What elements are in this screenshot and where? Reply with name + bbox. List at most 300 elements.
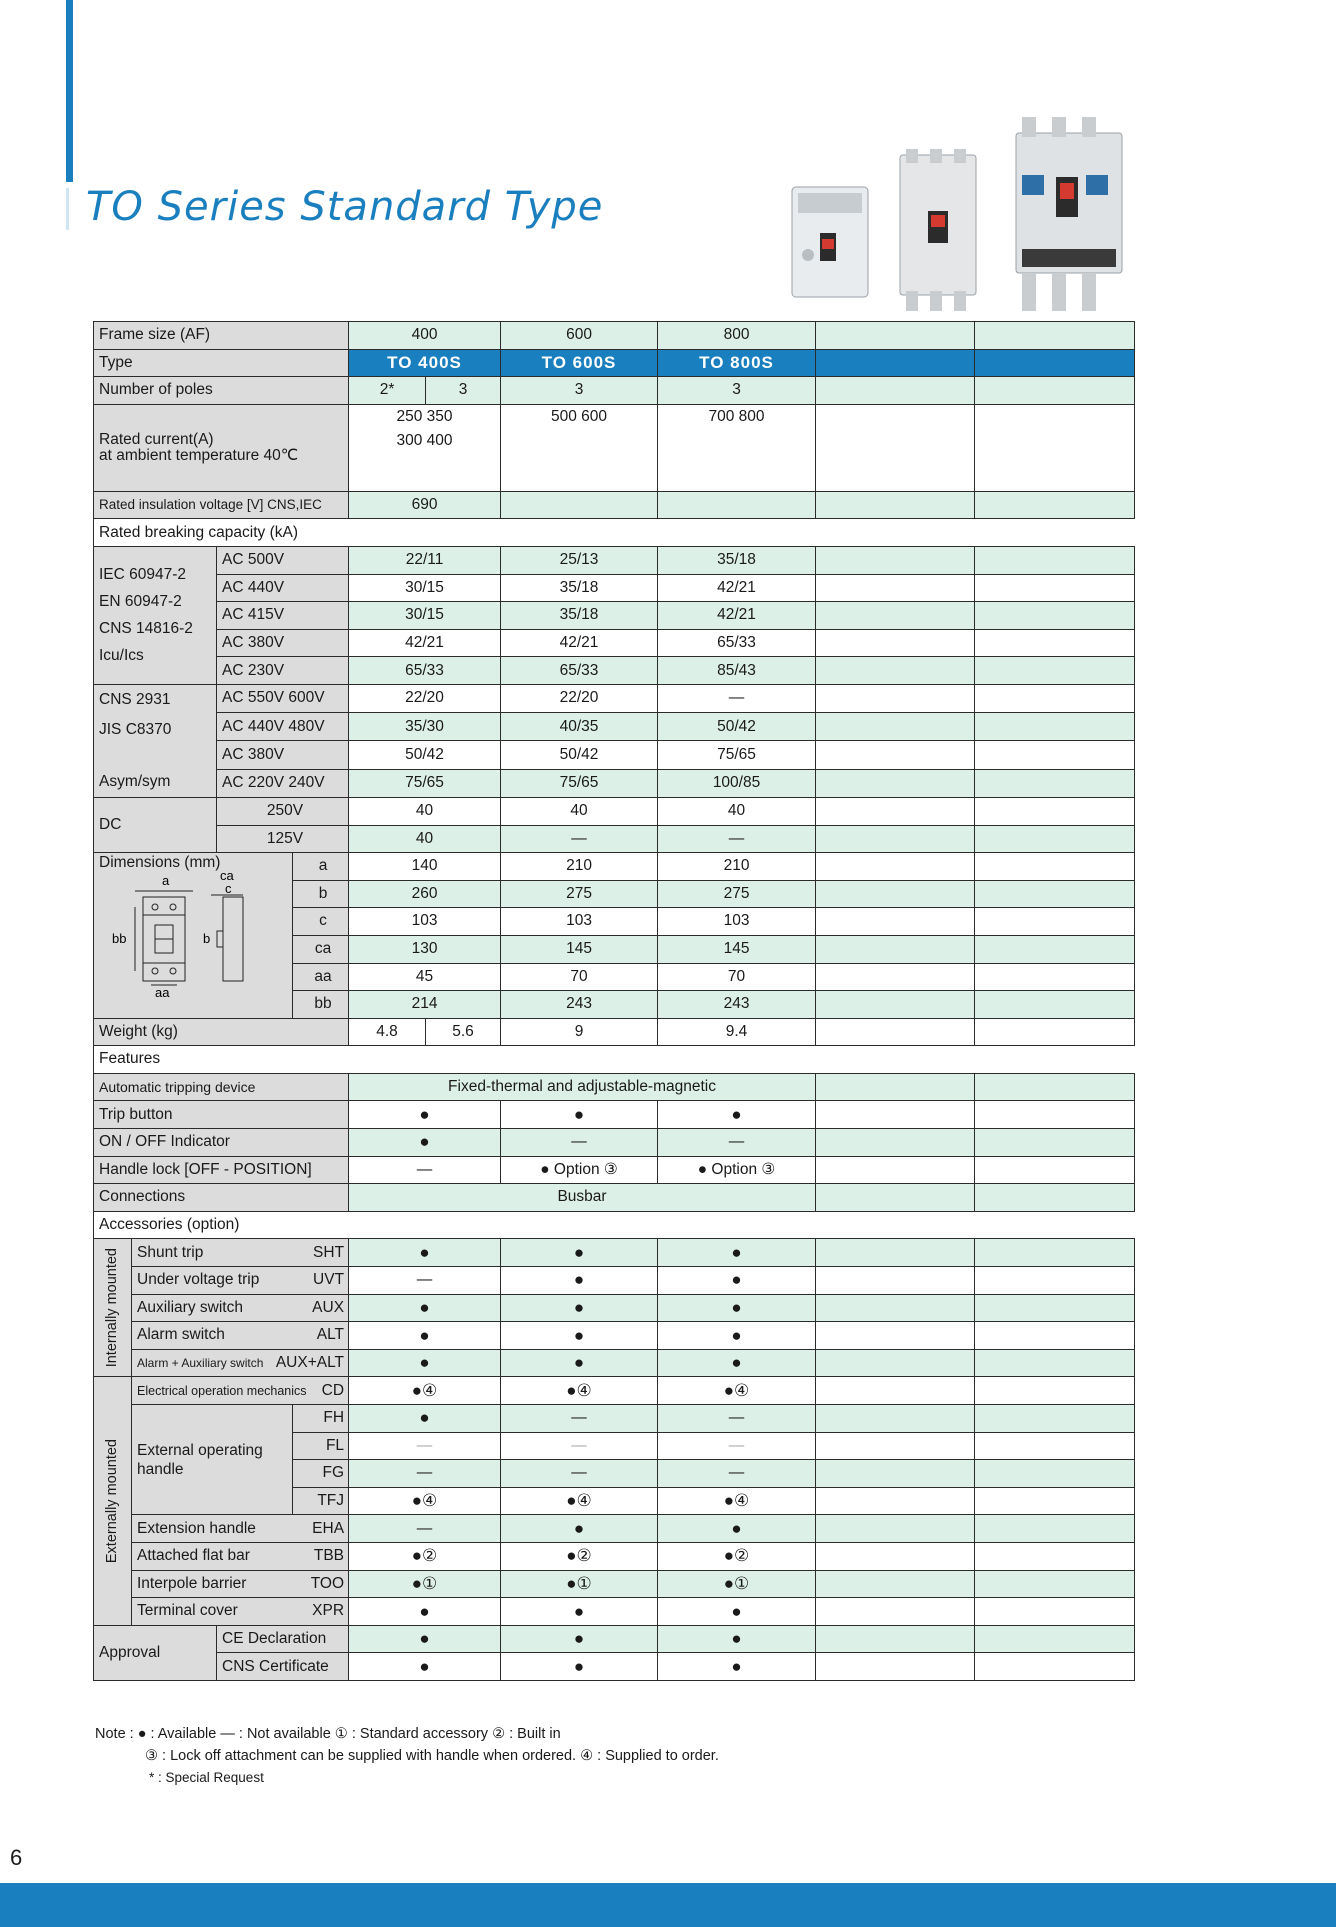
type-label: Type <box>94 349 349 377</box>
value-800: ● <box>658 1625 816 1653</box>
empty-cell <box>816 1018 975 1046</box>
value-800: ● <box>658 1515 816 1543</box>
empty-cell <box>816 377 975 405</box>
dim-key: bb <box>293 991 349 1019</box>
empty-cell <box>975 1487 1135 1515</box>
value-400: 140 <box>349 853 501 881</box>
empty-cell <box>975 491 1135 519</box>
dim-key: b <box>293 880 349 908</box>
empty-cell <box>816 963 975 991</box>
empty-cell <box>816 1377 975 1405</box>
accessory-label: Alarm + Auxiliary switch <box>137 1355 264 1370</box>
accessory-name <box>132 1598 349 1626</box>
value-600: ●④ <box>501 1377 658 1405</box>
voltage-label: AC 380V <box>217 741 349 769</box>
value-800: 42/21 <box>658 574 816 602</box>
empty-cell <box>975 657 1135 685</box>
insulation-label: Rated insulation voltage [V] CNS,IEC <box>94 491 349 519</box>
value-600: ● <box>501 1294 658 1322</box>
accessories-label: Accessories (option) <box>94 1211 349 1239</box>
accent-bar <box>66 0 73 182</box>
accessory-code: CD <box>321 1381 345 1399</box>
value-400: 30/15 <box>349 602 501 630</box>
value-400: 30/15 <box>349 574 501 602</box>
dimension-diagram <box>105 871 293 1001</box>
accessory-name <box>132 1239 349 1267</box>
empty-cell <box>975 991 1135 1019</box>
value-600: — <box>501 1460 658 1488</box>
internal-group-label: Internally mounted <box>103 1248 120 1368</box>
empty-cell <box>975 1129 1135 1157</box>
value-600: ● <box>501 1515 658 1543</box>
empty-cell <box>816 1653 975 1681</box>
dim-key: ca <box>293 935 349 963</box>
empty-cell <box>975 1294 1135 1322</box>
empty-cell <box>975 908 1135 936</box>
empty-cell <box>816 1184 975 1212</box>
empty-cell <box>975 1184 1135 1212</box>
value-400: 50/42 <box>349 741 501 769</box>
breaking-label: Rated breaking capacity (kA) <box>94 519 349 547</box>
value-600: ● <box>501 1239 658 1267</box>
value-800: 243 <box>658 991 816 1019</box>
accessory-code: EHA <box>312 1519 345 1537</box>
empty-cell <box>816 322 975 350</box>
accessory-code: FG <box>293 1460 349 1488</box>
accessory-label: Terminal cover <box>137 1602 238 1620</box>
value-800: ● <box>658 1598 816 1626</box>
rated-current-400-line1: 250 350 <box>396 407 453 425</box>
connections-value: Busbar <box>349 1184 816 1212</box>
dimensions-label: Dimensions (mm) <box>99 854 221 872</box>
page-number: 6 <box>10 1845 23 1870</box>
empty-cell <box>816 1129 975 1157</box>
empty-cell <box>975 1542 1135 1570</box>
value-800: 42/21 <box>658 602 816 630</box>
empty-cell <box>975 741 1135 769</box>
type-to800s: TO 800S <box>658 349 816 377</box>
value-600: 50/42 <box>501 741 658 769</box>
std-iec: IEC 60947-2 <box>99 566 187 584</box>
value-600: 243 <box>501 991 658 1019</box>
rated-current-label <box>94 404 349 491</box>
footer-bar <box>0 1883 1336 1927</box>
frame-size-800: 800 <box>658 322 816 350</box>
value-800: ●④ <box>658 1377 816 1405</box>
dc-row <box>94 797 1135 825</box>
empty-cell <box>816 629 975 657</box>
voltage-label: AC 550V 600V <box>217 684 349 712</box>
cns-row <box>94 741 1135 769</box>
value-800: 70 <box>658 963 816 991</box>
empty-cell <box>816 1625 975 1653</box>
rated-current-400 <box>349 404 501 491</box>
empty-cell <box>816 853 975 881</box>
tripping-value: Fixed-thermal and adjustable-magnetic <box>349 1073 816 1101</box>
value-800: ● Option ③ <box>658 1156 816 1184</box>
accessory-label: Extension handle <box>137 1519 256 1537</box>
empty-cell <box>975 1377 1135 1405</box>
rated-current-subtitle: at ambient temperature 40℃ <box>99 446 299 464</box>
std-cns2931: CNS 2931 <box>99 690 171 708</box>
value-800: ● <box>658 1322 816 1350</box>
accessory-row <box>94 1377 1135 1405</box>
value-800: ● <box>658 1239 816 1267</box>
value-600: ● <box>501 1101 658 1129</box>
value-600: ●① <box>501 1570 658 1598</box>
value-800: — <box>658 1129 816 1157</box>
empty-cell <box>975 1156 1135 1184</box>
accessory-row <box>94 1239 1135 1267</box>
value-800: — <box>658 1432 816 1460</box>
std-en: EN 60947-2 <box>99 593 182 611</box>
empty-cell <box>975 797 1135 825</box>
empty-cell <box>816 769 975 797</box>
rated-current-row <box>94 404 1135 491</box>
spec-table <box>93 321 1135 1681</box>
empty-cell <box>816 404 975 491</box>
value-400: ● <box>349 1349 501 1377</box>
accessories-header-row <box>94 1211 1135 1239</box>
empty-cell <box>816 1432 975 1460</box>
value-600: 103 <box>501 908 658 936</box>
value-400: ● <box>349 1239 501 1267</box>
dc-row <box>94 825 1135 853</box>
accessory-row <box>94 1542 1135 1570</box>
dimensions-cell <box>94 853 293 1019</box>
value-800: — <box>658 1405 816 1433</box>
empty-cell <box>975 963 1135 991</box>
handle-group-label: External operating handle <box>132 1405 293 1515</box>
empty-cell <box>975 1460 1135 1488</box>
value-400: 35/30 <box>349 713 501 741</box>
empty-cell <box>975 377 1135 405</box>
value-800: ● <box>658 1101 816 1129</box>
value-800: ● <box>658 1653 816 1681</box>
voltage-label: AC 440V <box>217 574 349 602</box>
note-line-2: ③ : Lock off attachment can be supplied with handle when ordered. ④ : Supplied to order. <box>145 1748 719 1764</box>
value-400: ● <box>349 1294 501 1322</box>
empty-cell <box>816 880 975 908</box>
dim-key: aa <box>293 963 349 991</box>
approval-label: Approval <box>94 1625 217 1680</box>
accessory-code: TFJ <box>293 1487 349 1515</box>
empty-cell <box>816 1322 975 1350</box>
empty-cell <box>349 519 1135 547</box>
voltage-label: AC 415V <box>217 602 349 630</box>
iec-row <box>94 546 1135 574</box>
onoff-row <box>94 1129 1135 1157</box>
empty-cell <box>975 349 1135 377</box>
empty-cell <box>816 1267 975 1295</box>
value-400: ●④ <box>349 1377 501 1405</box>
poles-row <box>94 377 1135 405</box>
type-to600s: TO 600S <box>501 349 658 377</box>
value-800: ●② <box>658 1542 816 1570</box>
empty-cell <box>975 1625 1135 1653</box>
value-400: ● <box>349 1322 501 1350</box>
insulation-row <box>94 491 1135 519</box>
value-600: ● <box>501 1598 658 1626</box>
empty-cell <box>975 602 1135 630</box>
empty-cell <box>816 546 975 574</box>
empty-cell <box>975 1349 1135 1377</box>
poles-label: Number of poles <box>94 377 349 405</box>
empty-cell <box>816 1156 975 1184</box>
empty-cell <box>816 349 975 377</box>
empty-cell <box>816 657 975 685</box>
weight-400-2p: 4.8 <box>349 1018 426 1046</box>
empty-cell <box>975 713 1135 741</box>
poles-600: 3 <box>501 377 658 405</box>
empty-cell <box>975 574 1135 602</box>
poles-400-3: 3 <box>426 377 501 405</box>
value-600: ●② <box>501 1542 658 1570</box>
empty-cell <box>975 769 1135 797</box>
dim-key: c <box>293 908 349 936</box>
accessory-label: Alarm switch <box>137 1326 225 1344</box>
diagram-label-ca: ca <box>220 871 234 884</box>
tripping-row <box>94 1073 1135 1101</box>
value-400: 75/65 <box>349 769 501 797</box>
empty-cell <box>975 1322 1135 1350</box>
empty-cell <box>816 908 975 936</box>
note-line-1: Note : ● : Available — : Not available ① : Standard accessory ② : Built in <box>95 1726 561 1742</box>
value-600: 145 <box>501 935 658 963</box>
value-600: 75/65 <box>501 769 658 797</box>
value-600: 42/21 <box>501 629 658 657</box>
value-600: 22/20 <box>501 684 658 712</box>
empty-cell <box>816 1487 975 1515</box>
accessory-name <box>132 1542 349 1570</box>
accessory-label: Attached flat bar <box>137 1547 250 1565</box>
empty-cell <box>816 741 975 769</box>
weight-label: Weight (kg) <box>94 1018 349 1046</box>
empty-cell <box>816 684 975 712</box>
empty-cell <box>975 1101 1135 1129</box>
value-600: ● <box>501 1267 658 1295</box>
empty-cell <box>816 1598 975 1626</box>
empty-cell <box>975 1653 1135 1681</box>
std-asym-sym: Asym/sym <box>99 772 171 790</box>
value-400: 40 <box>349 797 501 825</box>
empty-cell <box>816 574 975 602</box>
connections-label: Connections <box>94 1184 349 1212</box>
value-800: ● <box>658 1294 816 1322</box>
empty-cell <box>975 880 1135 908</box>
empty-cell <box>816 1515 975 1543</box>
value-800: — <box>658 684 816 712</box>
value-800: 50/42 <box>658 713 816 741</box>
voltage-label: AC 230V <box>217 657 349 685</box>
handle-row <box>94 1405 1135 1433</box>
value-800: 75/65 <box>658 741 816 769</box>
value-600: — <box>501 1432 658 1460</box>
accessory-code: FL <box>293 1432 349 1460</box>
value-400: — <box>349 1432 501 1460</box>
handle-lock-row <box>94 1156 1135 1184</box>
internal-group-cell <box>94 1239 132 1377</box>
voltage-label: AC 500V <box>217 546 349 574</box>
type-row <box>94 349 1135 377</box>
accessory-code: SHT <box>313 1243 345 1261</box>
empty-cell <box>816 1239 975 1267</box>
value-800: — <box>658 1460 816 1488</box>
empty-cell <box>975 825 1135 853</box>
value-800: 103 <box>658 908 816 936</box>
accessory-row <box>94 1322 1135 1350</box>
value-400: 260 <box>349 880 501 908</box>
approval-row <box>94 1625 1135 1653</box>
empty-cell <box>975 684 1135 712</box>
value-400: 214 <box>349 991 501 1019</box>
title-mark <box>66 188 69 230</box>
accessory-name <box>132 1349 349 1377</box>
empty-cell <box>816 1570 975 1598</box>
frame-size-label: Frame size (AF) <box>94 322 349 350</box>
page-title: TO Series Standard Type <box>86 184 604 230</box>
accessory-row <box>94 1515 1135 1543</box>
value-800: ● <box>658 1349 816 1377</box>
value-400: 65/33 <box>349 657 501 685</box>
accessory-code: AUX <box>312 1298 345 1316</box>
onoff-label: ON / OFF Indicator <box>94 1129 349 1157</box>
empty-cell <box>975 853 1135 881</box>
value-400: 130 <box>349 935 501 963</box>
value-400: ● <box>349 1405 501 1433</box>
breaking-header-row <box>94 519 1135 547</box>
type-to400s: TO 400S <box>349 349 501 377</box>
accessory-name <box>132 1377 349 1405</box>
accessory-label: Under voltage trip <box>137 1271 260 1289</box>
notes <box>95 1723 719 1789</box>
empty-cell <box>816 602 975 630</box>
cns-row <box>94 769 1135 797</box>
frame-size-600: 600 <box>501 322 658 350</box>
empty-cell <box>816 991 975 1019</box>
breaker-product-photo <box>790 115 1130 315</box>
value-400: ●④ <box>349 1487 501 1515</box>
iec-row <box>94 574 1135 602</box>
empty-cell <box>816 1460 975 1488</box>
iec-row <box>94 657 1135 685</box>
empty-cell <box>816 825 975 853</box>
empty-cell <box>975 1073 1135 1101</box>
value-400: ● <box>349 1653 501 1681</box>
value-800: 35/18 <box>658 546 816 574</box>
empty-cell <box>975 1239 1135 1267</box>
value-600: 40/35 <box>501 713 658 741</box>
iec-row <box>94 629 1135 657</box>
accessory-name <box>132 1267 349 1295</box>
voltage-label: 125V <box>217 825 349 853</box>
features-label: Features <box>94 1046 349 1074</box>
accessory-name <box>132 1515 349 1543</box>
value-800: 100/85 <box>658 769 816 797</box>
external-group-label: Externally mounted <box>103 1439 120 1564</box>
value-600: 65/33 <box>501 657 658 685</box>
accessory-name <box>132 1322 349 1350</box>
empty-cell <box>816 1349 975 1377</box>
value-400: ● <box>349 1129 501 1157</box>
value-400: — <box>349 1267 501 1295</box>
empty-cell <box>975 1267 1135 1295</box>
voltage-label: AC 220V 240V <box>217 769 349 797</box>
accessory-code: TBB <box>313 1547 345 1565</box>
value-600: 70 <box>501 963 658 991</box>
value-600: ● <box>501 1349 658 1377</box>
accessory-label: Electrical operation mechanics <box>137 1383 307 1398</box>
empty-cell <box>658 491 816 519</box>
value-800: ● <box>658 1267 816 1295</box>
accessory-code: AUX+ALT <box>275 1353 345 1371</box>
value-600: 25/13 <box>501 546 658 574</box>
value-600: 35/18 <box>501 574 658 602</box>
iec-standards <box>94 546 217 684</box>
value-800: 210 <box>658 853 816 881</box>
rated-current-600: 500 600 <box>501 404 658 491</box>
approval-row <box>94 1653 1135 1681</box>
note-line-3: * : Special Request <box>149 1770 264 1785</box>
weight-400-3p: 5.6 <box>426 1018 501 1046</box>
features-header-row <box>94 1046 1135 1074</box>
empty-cell <box>975 1018 1135 1046</box>
trip-button-label: Trip button <box>94 1101 349 1129</box>
voltage-label: AC 440V 480V <box>217 713 349 741</box>
value-400: — <box>349 1460 501 1488</box>
empty-cell <box>975 1598 1135 1626</box>
empty-cell <box>816 1073 975 1101</box>
value-600: 40 <box>501 797 658 825</box>
accessory-code: ALT <box>316 1326 345 1344</box>
accessory-label: Interpole barrier <box>137 1574 247 1592</box>
accessory-code: UVT <box>313 1271 345 1289</box>
empty-cell <box>816 1294 975 1322</box>
accessory-row <box>94 1349 1135 1377</box>
accessory-label: Shunt trip <box>137 1243 204 1261</box>
empty-cell <box>975 546 1135 574</box>
value-400: ●① <box>349 1570 501 1598</box>
value-600: 275 <box>501 880 658 908</box>
value-600: ● <box>501 1322 658 1350</box>
cns-row <box>94 713 1135 741</box>
value-800: — <box>658 825 816 853</box>
frame-size-row <box>94 322 1135 350</box>
value-600: ●④ <box>501 1487 658 1515</box>
diagram-label-aa: aa <box>155 985 170 1001</box>
frame-size-400: 400 <box>349 322 501 350</box>
accessory-code: XPR <box>312 1602 345 1620</box>
accessory-row <box>94 1570 1135 1598</box>
handle-lock-label: Handle lock [OFF - POSITION] <box>94 1156 349 1184</box>
value-400: 42/21 <box>349 629 501 657</box>
external-group-cell <box>94 1377 132 1625</box>
value-600: — <box>501 1405 658 1433</box>
connections-row <box>94 1184 1135 1212</box>
empty-cell <box>816 491 975 519</box>
rated-current-400-line2: 300 400 <box>396 432 453 450</box>
value-400: ● <box>349 1598 501 1626</box>
value-800: 65/33 <box>658 629 816 657</box>
cns-row <box>94 684 1135 712</box>
std-cns: CNS 14816-2 <box>99 620 193 638</box>
weight-800: 9.4 <box>658 1018 816 1046</box>
value-600: 210 <box>501 853 658 881</box>
empty-cell <box>349 1211 1135 1239</box>
weight-600: 9 <box>501 1018 658 1046</box>
voltage-label: AC 380V <box>217 629 349 657</box>
value-400: — <box>349 1156 501 1184</box>
